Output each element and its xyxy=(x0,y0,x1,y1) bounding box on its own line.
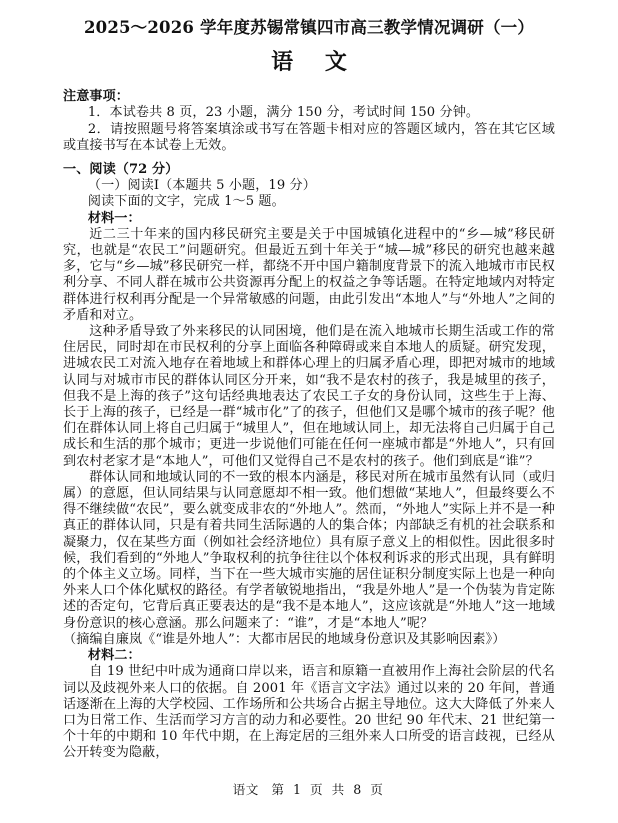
section-heading: 一、阅读（72 分） xyxy=(63,162,179,177)
footer-subject: 语文 xyxy=(232,782,259,797)
page-title: 2025～2026 学年度苏锡常镇四市高三教学情况调研（一） xyxy=(83,18,535,37)
material-1-paragraph-2: 这种矛盾导致了外来移民的认同困境，他们是在流入地城市长期生活或工作的常住居民，同时却在市民权利的分享上面临各种障碍或来自本地人的质疑。研究发现，进城农民工对流入地存在着地域上和群体心理上的归属矛盾心理，即把对城市的地域认同与对城市市民的群体认同区分开来，如“我不是农村的孩子，我是城里的孩子，但我不是上海的孩子”这句话经典地表达了农民工子女的身份认同，这些生于上海、长于上海的孩子，已经是一群“城市化”了的孩子，但他们又是哪个城市的孩子呢？他们在群体认同上将自己归属于“城里人”，但在地域认同上，却无法将自己归属于自己成长和生活的那个城市；更进一步说他们可能在任何一座城市都是“外地人”，只有回到农村老家才是“本地人”，可他们又觉得自己不是农村的孩子。他们到底是“谁”？ xyxy=(63,324,555,469)
footer-total-unit: 页 xyxy=(370,782,384,797)
material-2-paragraph-1: 自 19 世纪中叶成为通商口岸以来，语言和原籍一直被用作上海社会阶层的代名词以及歧视外来人口的依据。自 2001 年《语言文字法》通过以来的 20 年间，普通话逐渐在上海的大学校园、工作场所和公共场合占据主导地位。这大大降低了外来人口为日常工作、生活而学习方言的动力和必要性。20 世纪 90 年代末、21 世纪第一个十年的中期和 10 年代中期，在上海定居的三组外来人口所受的语言歧视，已经从公开转变为隐蔽， xyxy=(63,664,555,761)
material-label-2: 材料二： xyxy=(87,648,141,664)
section-instruction: 阅读下面的文字，完成 1～5 题。 xyxy=(87,194,285,210)
document-body xyxy=(0,89,618,761)
subject-title: 语 文 xyxy=(271,48,359,75)
notice-item-1: 1．本试卷共 8 页，23 小题，满分 150 分，考试时间 150 分钟。 xyxy=(87,105,480,121)
footer-page-prefix: 第 xyxy=(271,782,285,797)
material-label-1: 材料一： xyxy=(87,210,141,226)
footer-total-pages: 8 xyxy=(353,782,362,797)
exam-paper-page xyxy=(0,18,618,823)
page-footer xyxy=(0,779,618,798)
material-1-paragraph-1: 近二三十年来的国内移民研究主要是关于中国城镇化进程中的“乡—城”移民研究，也就是“农民工”问题研究。但最近五到十年关于“城—城”移民的研究也越来越多，它与“乡—城”移民研究一样，都绕不开中国户籍制度背景下的流入地城市市民权利分享、不同人群在城市公共资源再分配上的权益之争等话题。在特定地域内对特定群体进行权利再分配是一个异常敏感的问题，由此引发出“本地人”与“外地人”之间的矛盾和对立。 xyxy=(63,226,555,323)
material-1-paragraph-3: 群体认同和地域认同的不一致的根本内涵是，移民对所在城市虽然有认同（或归属）的意愿，但认同结果与认同意愿却不相一致。他们想做“某地人”，但最终要么不得不继续做“农民”，要么就变成非农的“外地人”。然而，“外地人”实际上并不是一种真正的群体认同，只是有着共同生活际遇的人的集合体；内部缺乏有机的社会联系和凝聚力，仅在某些方面（例如社会经济地位）具有原子意义上的相似性。因此很多时候，我们看到的“外地人”争取权利的抗争往往以个体权利诉求的形式出现，具有鲜明的个体主义立场。同样，当下在一些大城市实施的居住证积分制度实际上也是一种向外来人口个体化赋权的路径。有学者敏锐地指出，“我是外地人”是一个伪装为肯定陈述的否定句，它背后真正要表达的是“我不是本地人”，这应该就是“外地人”这一地域身份意识的核心意涵。那么问题来了：“谁”，才是“本地人”呢？ xyxy=(63,469,555,631)
footer-total-prefix: 共 xyxy=(331,782,345,797)
material-1-citation: （摘编自廉岚《“谁是外地人”：大都市居民的地域身份意识及其影响因素》） xyxy=(63,631,506,647)
notice-item-2: 2．请按照题号将答案填涂或书写在答题卡相对应的答题区域内，答在其它区域或直接书写在本试卷上无效。 xyxy=(63,121,555,153)
footer-page-number: 1 xyxy=(292,782,302,797)
footer-page-unit: 页 xyxy=(310,782,324,797)
spacer xyxy=(63,154,555,162)
section-subheading: （一）阅读Ⅰ（本题共 5 小题，19 分） xyxy=(87,178,316,194)
notice-heading: 注意事项： xyxy=(63,89,129,105)
